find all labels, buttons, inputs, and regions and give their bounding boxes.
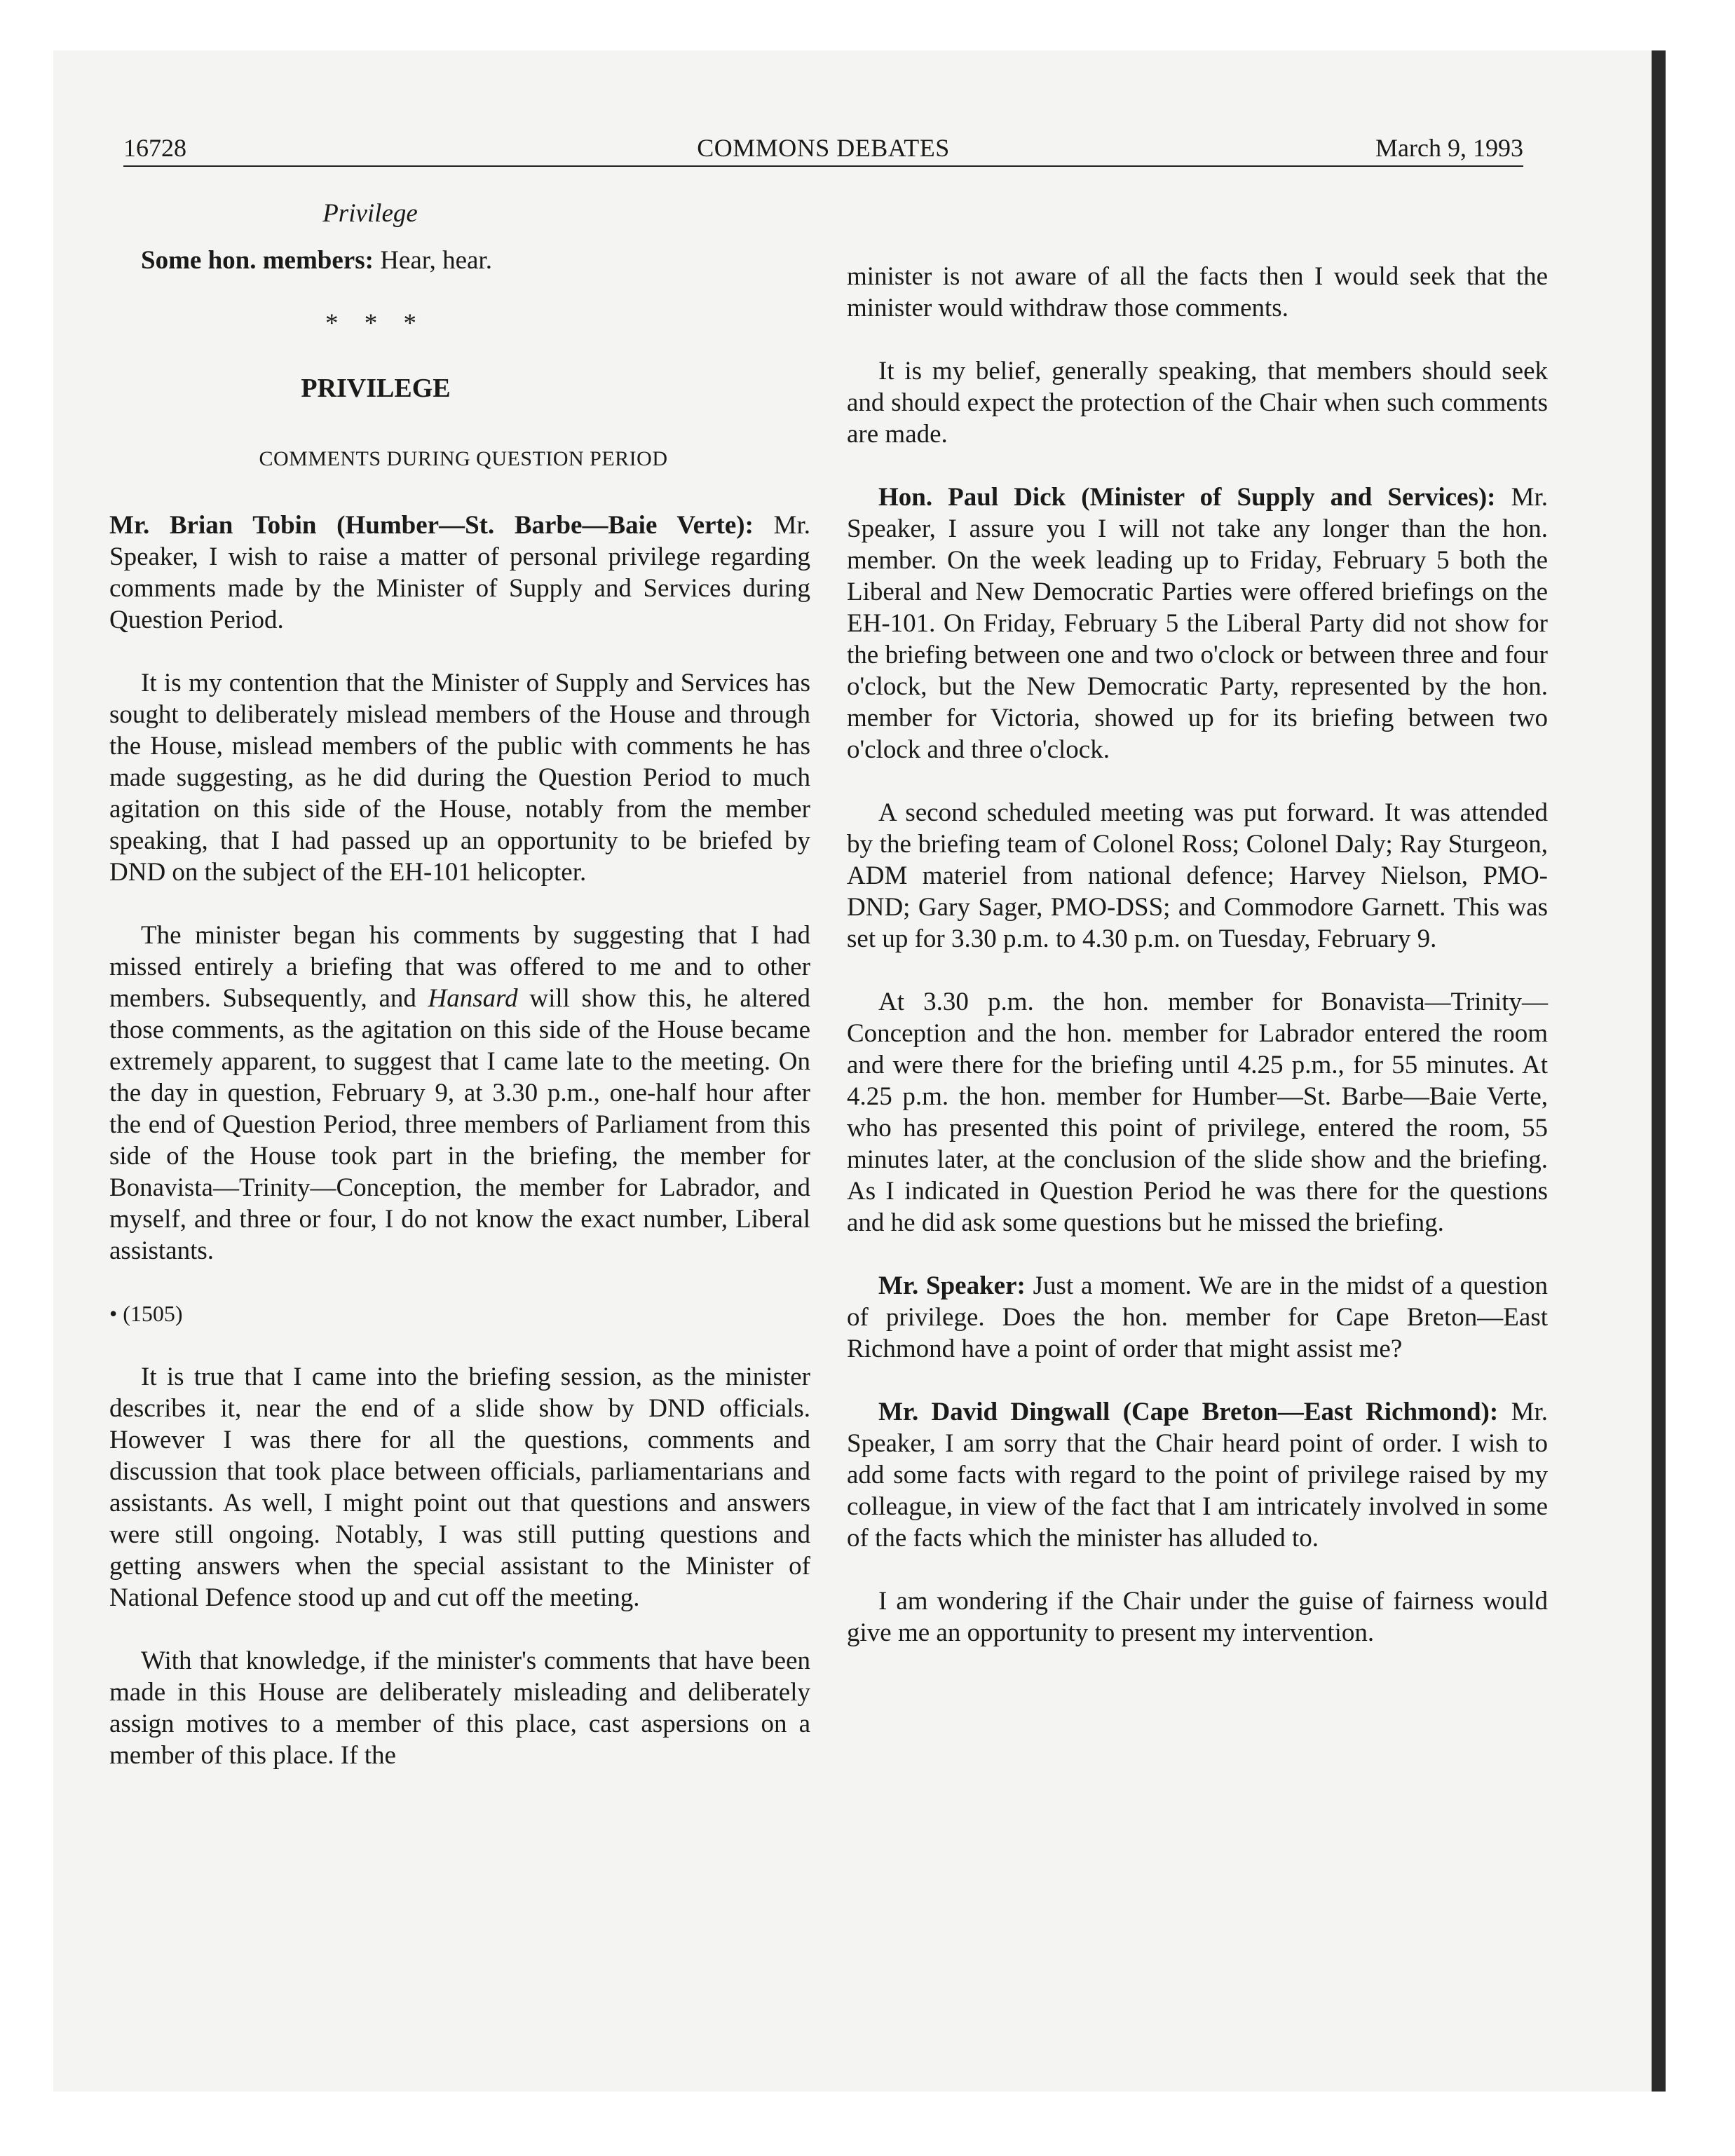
italic-title: Hansard [428, 984, 518, 1013]
paragraph: Hon. Paul Dick (Minister of Supply and Services): Mr. Speaker, I assure you I will not take any longer than the hon. member. On the week leading up to Friday, February 5 both the Liberal and New Democratic Parties were offered briefings on the EH-101. On Friday, February 5 the Liberal Party did not show for the briefing between one and two o'clock or between three and four o'clock, but the New Democratic Party, represented by the hon. member for Victoria, showed up for its briefing between two o'clock and three o'clock. [847, 483, 1548, 764]
section-subheading: COMMENTS DURING QUESTION PERIOD [259, 447, 668, 470]
page-header [123, 130, 1523, 167]
paragraph: Mr. David Dingwall (Cape Breton—East Richmond): Mr. Speaker, I am sorry that the Chair heard point of order. I wish to add some facts with regard to the point of privilege raised by my colleague, in view of the fact that I am intricately involved in some of the facts which the minister has alluded to. [847, 1398, 1548, 1553]
paragraph: Mr. Brian Tobin (Humber—St. Barbe—Baie Verte): Mr. Speaker, I wish to raise a matter of personal privilege regarding comments made by the Minister of Supply and Services during Question Period. [109, 511, 810, 634]
paragraph: With that knowledge, if the minister's comments that have been made in this House are deliberately misleading and deliberately assign motives to a member of this place, cast aspersions on a member of this place. If the [109, 1646, 810, 1770]
paragraph: It is my belief, generally speaking, that members should seek and should expect the protection of the Chair when such comments are made. [847, 357, 1548, 449]
paragraph: minister is not aware of all the facts then I would seek that the minister would withdraw those comments. [847, 262, 1548, 322]
bullet-icon: • [109, 1301, 118, 1326]
speaker-name: Hon. Paul Dick (Minister of Supply and Services): [878, 483, 1496, 512]
section-heading: PRIVILEGE [301, 374, 451, 403]
scan-edge-shadow [1652, 50, 1666, 2092]
page-number: 16728 [123, 134, 186, 162]
issue-date: March 9, 1993 [1375, 134, 1523, 162]
paragraph: Some hon. members: Hear, hear. [141, 246, 492, 275]
speaker-name: Some hon. members: [141, 246, 374, 275]
right-column [847, 261, 1548, 1680]
speaker-name: Mr. Speaker: [878, 1271, 1026, 1300]
running-head: Privilege [322, 199, 418, 228]
time-stamp: (1505) [123, 1301, 183, 1326]
paragraph: The minister began his comments by suggesting that I had missed entirely a briefing that was offered to me and to other members. Subsequently, and Hansard will show this, he altered those comments, as the agitation on this side of the House became extremely apparent, to suggest that I came late to the meeting. On the day in question, February 9, at 3.30 p.m., one-half hour after the end of Question Period, three members of Parliament from this side of the House took part in the briefing, the member for Bonavista—Trinity—Conception, the member for Labrador, and myself, and three or four, I do not know the exact number, Liberal assistants. [109, 921, 810, 1265]
paragraph: It is my contention that the Minister of Supply and Services has sought to deliberately mislead members of the House and through the House, mislead members of the public with comments he has made suggesting, as he did during the Question Period to much agitation on this side of the House, notably from the member speaking, that I had passed up an opportunity to be briefed by DND on the subject of the EH-101 helicopter. [109, 669, 810, 887]
time-marker [109, 1298, 810, 1330]
paragraph: I am wondering if the Chair under the guise of fairness would give me an opportunity to present my intervention. [847, 1587, 1548, 1647]
left-column [109, 198, 810, 1803]
publication-title: COMMONS DEBATES [697, 134, 950, 162]
section-separator: * * * [325, 309, 426, 338]
speaker-name: Mr. David Dingwall (Cape Breton—East Richmond): [878, 1398, 1499, 1426]
paragraph: At 3.30 p.m. the hon. member for Bonavista—Trinity—Conception and the hon. member for Labrador entered the room and were there for the briefing until 4.25 p.m., for 55 minutes. At 4.25 p.m. the hon. member for Humber—St. Barbe—Baie Verte, who has presented this point of privilege, entered the room, 55 minutes later, at the conclusion of the slide show and the briefing. As I indicated in Question Period he was there for the questions and he did ask some questions but he missed the briefing. [847, 988, 1548, 1237]
paragraph: Mr. Speaker: Just a moment. We are in the midst of a question of privilege. Does the hon. member for Cape Breton—East Richmond have a point of order that might assist me? [847, 1271, 1548, 1363]
speaker-name: Mr. Brian Tobin (Humber—St. Barbe—Baie Verte): [109, 511, 754, 540]
paragraph: A second scheduled meeting was put forward. It was attended by the briefing team of Colonel Ross; Colonel Daly; Ray Sturgeon, ADM materiel from national defence; Harvey Nielson, PMO-DND; Gary Sager, PMO-DSS; and Commodore Garnett. This was set up for 3.30 p.m. to 4.30 p.m. on Tuesday, February 9. [847, 798, 1548, 953]
paragraph: It is true that I came into the briefing session, as the minister describes it, near the end of a slide show by DND officials. However I was there for all the questions, comments and discussion that took place between officials, parliamentarians and assistants. As well, I might point out that questions and answers were still ongoing. Notably, I was still putting questions and getting answers when the special assistant to the Minister of National Defence stood up and cut off the meeting. [109, 1363, 810, 1612]
